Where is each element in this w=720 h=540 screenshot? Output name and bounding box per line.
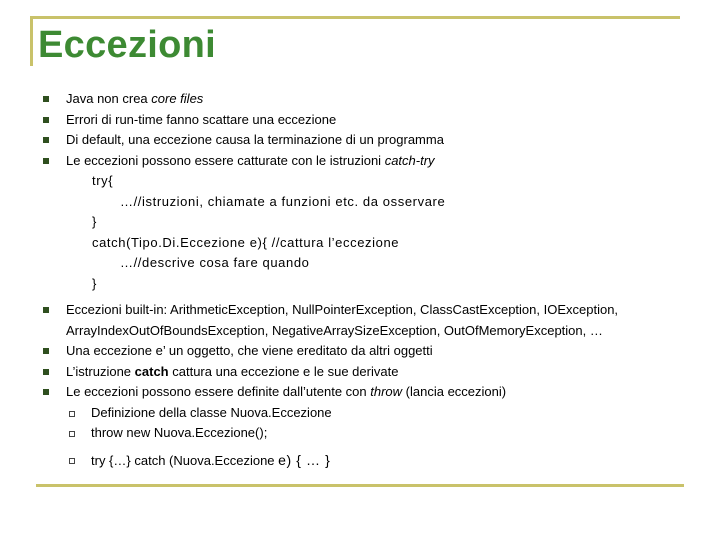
bullet-text: Java non crea [66, 91, 152, 106]
frame-top-line [30, 16, 680, 19]
code-line: try{ [92, 173, 114, 188]
bullet-text: Una eccezione e’ un oggetto, che viene ereditato da altri oggetti [66, 343, 433, 358]
bullet-emphasis: catch-try [384, 152, 435, 168]
subbullet-code: e) { … } [278, 451, 331, 468]
subbullet-text: throw new Nuova.Eccezione(); [91, 425, 268, 440]
bullet-catch-statement [40, 362, 700, 383]
frame-bottom-line [36, 484, 684, 487]
bullet-text: L’istruzione [66, 363, 135, 379]
frame-left-line [30, 16, 33, 66]
bullet-strong: catch [134, 363, 169, 379]
code-line: } [92, 214, 97, 229]
bullet-text: cattura una eccezione e le sue derivate [168, 363, 399, 379]
bullet-catch-try [40, 151, 700, 172]
bullet-text: Le eccezioni possono essere catturate con le istruzioni [66, 152, 385, 168]
bullet-emphasis: throw [370, 384, 403, 399]
bullet-text: Le eccezioni possono essere definite dall’utente con [66, 384, 371, 399]
bullet-runtime-errors [40, 110, 700, 131]
code-line: …//istruzioni, chiamate a funzioni etc. da osservare [120, 193, 446, 209]
bullet-exception-object [40, 341, 700, 362]
subbullet-throw-new [40, 423, 700, 444]
bullet-core-files [40, 89, 700, 110]
subbullet-try-catch [40, 450, 700, 472]
bullet-text: Errori di run-time fanno scattare una eccezione [66, 111, 337, 127]
slide-title: Eccezioni [38, 24, 216, 66]
subbullet-class-definition [40, 403, 700, 424]
bullet-text: Eccezioni built-in: ArithmeticException, NullPointerException, ClassCastException, IOException, [66, 302, 619, 317]
subbullet-text: Definizione della classe Nuova.Eccezione [91, 404, 332, 420]
code-line: catch(Tipo.Di.Eccezione e){ //cattura l’eccezione [92, 234, 400, 250]
bullet-builtin-exceptions [40, 300, 700, 341]
bullet-text-continued: ArrayIndexOutOfBoundsException, NegativeArraySizeException, OutOfMemoryException, … [66, 322, 603, 338]
subbullet-text: try {…} catch (Nuova.Eccezione [91, 452, 279, 468]
code-line: …//descrive cosa fare quando [120, 255, 310, 270]
code-line: } [92, 275, 97, 291]
bullet-user-defined [40, 382, 700, 403]
slide-content [40, 89, 700, 471]
bullet-emphasis: core files [151, 91, 204, 106]
bullet-text: (lancia eccezioni) [402, 384, 507, 399]
bullet-text: Di default, una eccezione causa la terminazione di un programma [66, 132, 444, 147]
bullet-default-termination [40, 130, 700, 151]
